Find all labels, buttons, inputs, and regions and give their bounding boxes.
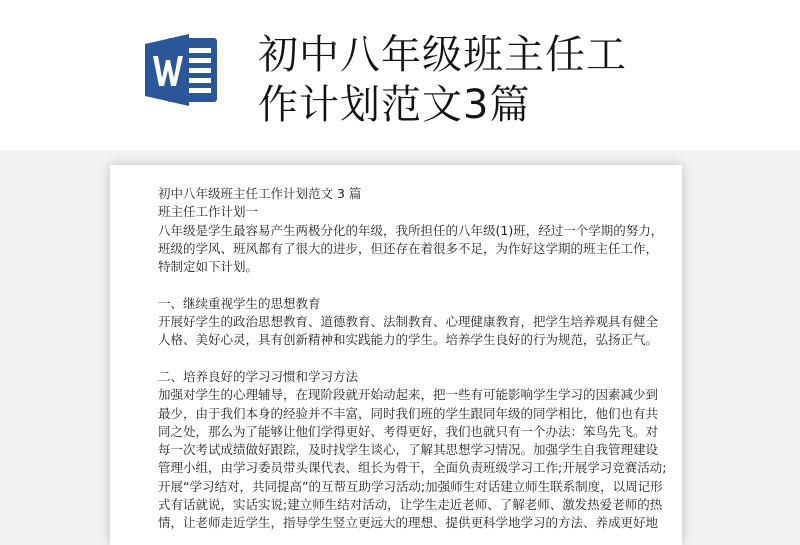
title-line-1: 初中八年级班主任工 [258, 32, 627, 78]
paragraph-line: 最少，由于我们本身的经验并不丰富，同时我们班的学生跟同年级的同学相比，他们也有共 [158, 405, 659, 421]
header-banner [0, 0, 800, 150]
document-body [158, 185, 667, 533]
doc-title: 初中八年级班主任工作计划范文 3 篇 [158, 186, 362, 201]
section-heading: 一、继续重视学生的思想教育 [158, 295, 321, 311]
paragraph-line: 开展“学习结对，共同提高”的互帮互助学习活动;加强师生对话建立师生联系制度，以周记形 [158, 478, 663, 494]
word-icon [143, 30, 219, 110]
blank-line [158, 276, 658, 294]
paragraph-line: 特制定如下计划。 [158, 259, 259, 275]
section-heading: 二、培养良好的学习习惯和学习方法 [158, 368, 359, 384]
paragraph-line: 开展好学生的政治思想教育、道德教育、法制教育、心理健康教育，把学生培养观具有健全 [158, 314, 659, 330]
paragraph-line: 八年级是学生最容易产生两极分化的年级，我所担任的八年级(1)班，经过一个学期的努力， [158, 222, 664, 238]
section-heading: 班主任工作计划一 [158, 204, 259, 220]
paragraph-line: 管理小组，由学习委员带头课代表、组长为骨干，全面负责班级学习工作;开展学习竞赛活动; [158, 460, 667, 476]
blank-line [158, 350, 658, 368]
paragraph-line: 加强对学生的心理辅导，在现阶段就开始动起来，把一些有可能影响学生学习的因素减少到 [158, 387, 659, 403]
paragraph-line: 班级的学风、班风都有了很大的进步，但还存在着很多不足，为作好这学期的班主任工作， [158, 240, 659, 256]
paragraph-line: 情，让老师走近学生，指导学生竖立更远大的理想、提供更科学地学习的方法、养成更好地 [158, 515, 659, 531]
paragraph-line: 人格、美好心灵，具有创新精神和实践能力的学生。培养学生良好的行为规范，弘扬正气。 [158, 332, 659, 348]
page-title [258, 30, 778, 130]
document-page [110, 165, 682, 545]
paragraph-line: 式有话就说，实话实说;建立师生结对活动，让学生走近老师、了解老师、激发热爱老师的热 [158, 497, 663, 513]
paragraph-line: 同之处，那么为了能够让他们学得更好、考得更好，我们也就只有一个办法：笨鸟先飞。对 [158, 423, 659, 439]
title-line-2: 作计划范文3篇 [258, 82, 531, 128]
paragraph-line: 每一次考试成绩做好跟踪，及时找学生谈心，了解其思想学习情况。加强学生自我管理建设 [158, 442, 659, 458]
